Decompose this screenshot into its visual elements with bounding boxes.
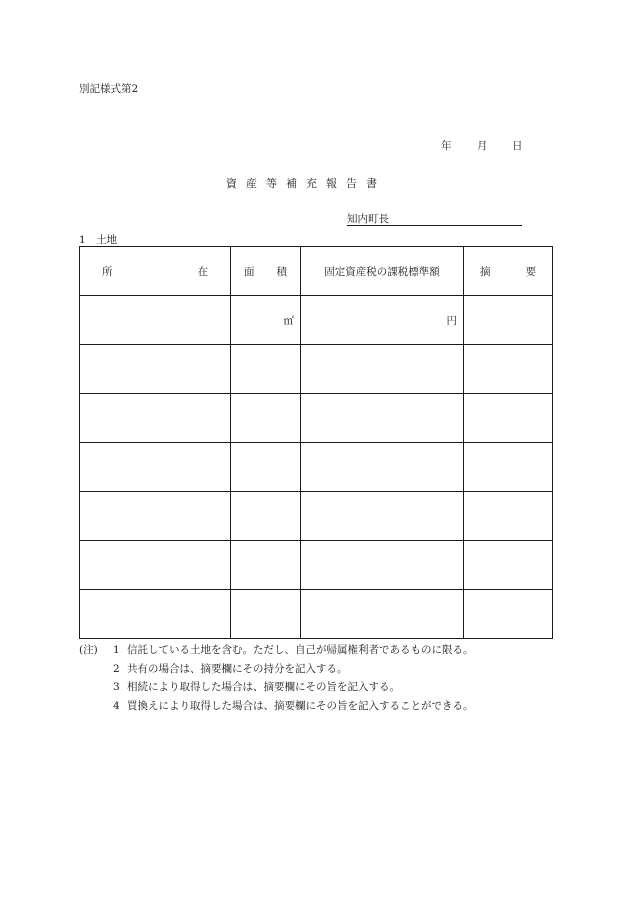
remarks-cell[interactable]	[464, 590, 553, 639]
header-tax-base: 固定資産税の課税標準額	[301, 247, 464, 296]
note-text: 信託している土地を含む。ただし、自己が帰属権利者であるものに限る。	[127, 644, 474, 656]
area-cell[interactable]	[231, 394, 301, 443]
note-number: 3	[113, 681, 120, 694]
header-remarks	[464, 247, 553, 296]
date-year-label: 年	[441, 140, 452, 152]
area-cell[interactable]	[231, 492, 301, 541]
header-remarks-char-1: 摘	[480, 265, 491, 278]
area-cell[interactable]	[231, 590, 301, 639]
notes-prefix: (注)	[79, 644, 98, 656]
location-cell[interactable]	[80, 394, 231, 443]
recipient-line	[347, 211, 522, 226]
area-unit: ㎡	[283, 314, 294, 327]
table-row	[80, 394, 553, 443]
note-item	[79, 678, 474, 697]
table-header-row	[80, 247, 553, 296]
header-area	[231, 247, 301, 296]
table-row	[80, 492, 553, 541]
tax-base-cell[interactable]	[301, 590, 464, 639]
tax-base-cell[interactable]	[301, 296, 464, 345]
header-remarks-char-2: 要	[525, 265, 536, 278]
note-text: 買換えにより取得した場合は、摘要欄にその旨を記入することができる。	[127, 699, 474, 712]
tax-base-cell[interactable]	[301, 492, 464, 541]
table-row	[80, 541, 553, 590]
table-row	[80, 296, 553, 345]
document-title: 資産等補充報告書	[226, 177, 386, 190]
location-cell[interactable]	[80, 541, 231, 590]
tax-base-cell[interactable]	[301, 541, 464, 590]
land-table	[79, 246, 553, 639]
remarks-cell[interactable]	[464, 345, 553, 394]
tax-base-cell[interactable]	[301, 443, 464, 492]
table-row	[80, 443, 553, 492]
header-location-char-2: 在	[197, 265, 208, 278]
area-cell[interactable]	[231, 443, 301, 492]
notes-section	[79, 641, 474, 715]
remarks-cell[interactable]	[464, 492, 553, 541]
header-area-char-2: 積	[276, 265, 287, 278]
location-cell[interactable]	[80, 296, 231, 345]
date-day-label: 日	[512, 140, 523, 152]
form-number: 別記様式第2	[79, 83, 139, 95]
location-cell[interactable]	[80, 590, 231, 639]
area-cell[interactable]	[231, 345, 301, 394]
tax-base-unit: 円	[446, 314, 457, 327]
recipient-name: 知内町長	[347, 213, 389, 225]
header-location	[80, 247, 231, 296]
location-cell[interactable]	[80, 345, 231, 394]
note-number: 1	[113, 644, 120, 656]
note-item	[79, 660, 474, 679]
note-text: 共有の場合は、摘要欄にその持分を記入する。	[127, 662, 348, 675]
note-item	[79, 697, 474, 716]
location-cell[interactable]	[80, 443, 231, 492]
section-heading: 1 土地	[79, 234, 118, 246]
tax-base-cell[interactable]	[301, 345, 464, 394]
header-location-char-1: 所	[102, 265, 113, 278]
area-cell[interactable]	[231, 296, 301, 345]
table-row	[80, 590, 553, 639]
date-month-label: 月	[477, 140, 488, 152]
remarks-cell[interactable]	[464, 541, 553, 590]
note-number: 4	[113, 699, 120, 712]
note-number: 2	[113, 662, 120, 675]
remarks-cell[interactable]	[464, 296, 553, 345]
header-area-char-1: 面	[244, 265, 255, 278]
table-row	[80, 345, 553, 394]
area-cell[interactable]	[231, 541, 301, 590]
remarks-cell[interactable]	[464, 394, 553, 443]
remarks-cell[interactable]	[464, 443, 553, 492]
tax-base-cell[interactable]	[301, 394, 464, 443]
note-item	[79, 641, 474, 660]
note-text: 相続により取得した場合は、摘要欄にその旨を記入する。	[127, 681, 400, 694]
location-cell[interactable]	[80, 492, 231, 541]
